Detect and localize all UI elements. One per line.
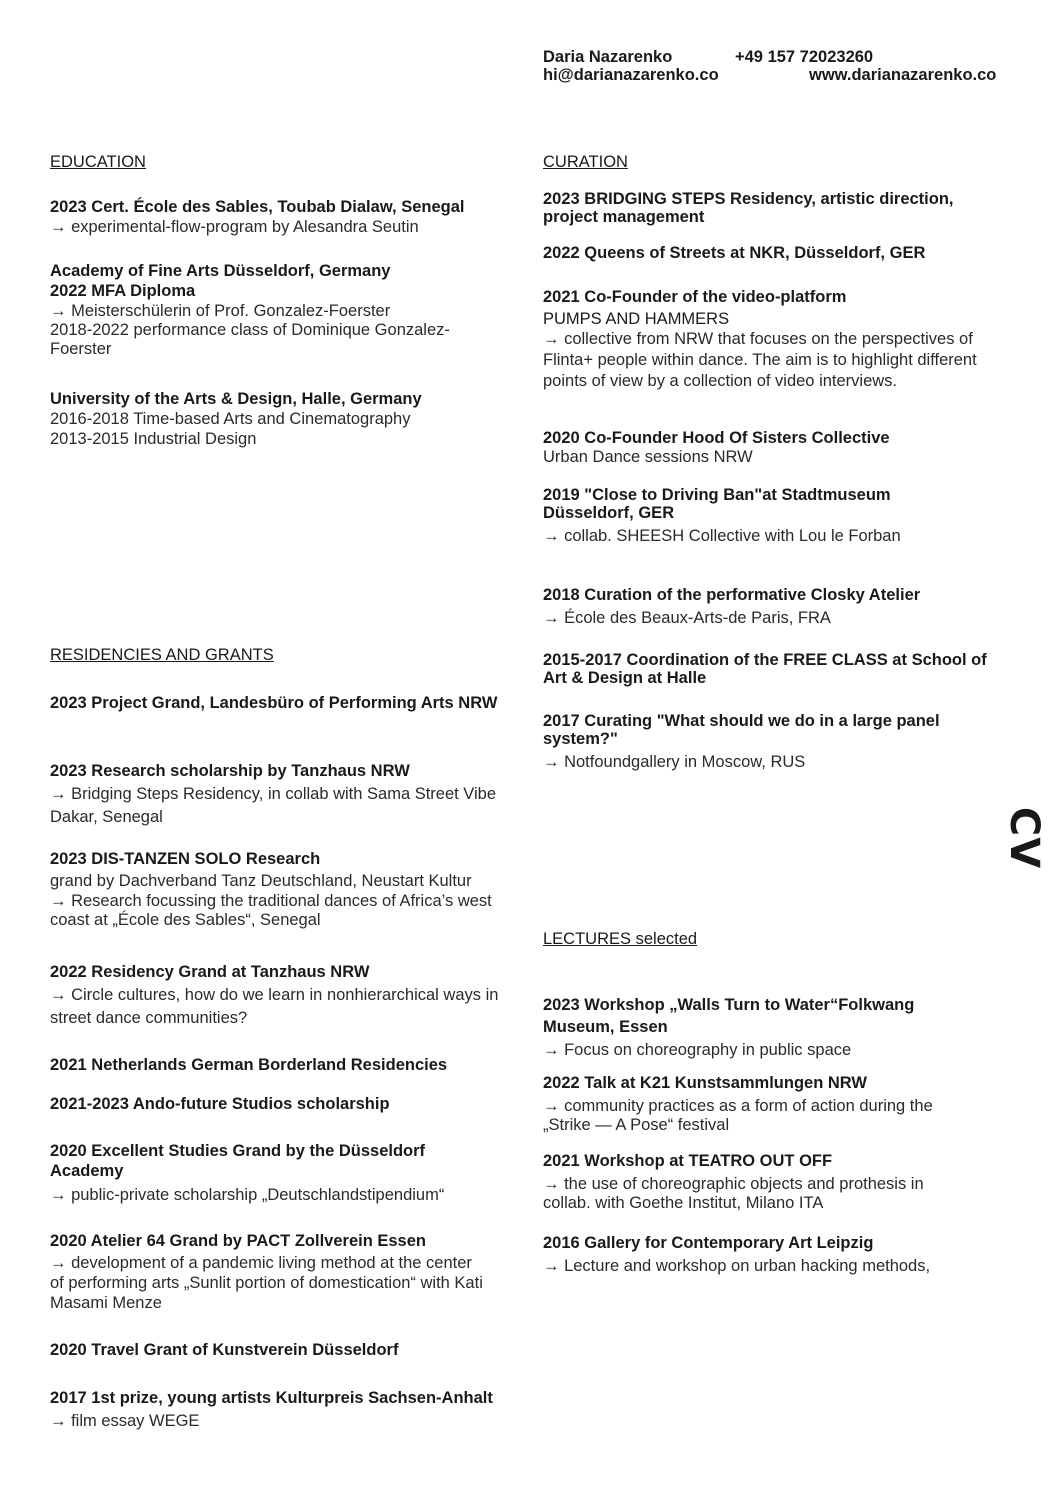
entry-detail: → Focus on choreography in public space	[543, 1041, 852, 1059]
header-name: Daria Nazarenko	[543, 48, 673, 66]
entry-detail: → Bridging Steps Residency, in collab with Sama Street Vibe Dakar, Senegal	[50, 785, 497, 826]
residency-entry	[50, 692, 510, 715]
entry-title: 2020 Travel Grant of Kunstverein Düsseldorf	[50, 1341, 399, 1359]
entry-detail: → Meisterschülerin of Prof. Gonzalez-Foerster	[50, 302, 391, 320]
curation-heading: CURATION	[543, 153, 628, 171]
residency-entry	[50, 1387, 520, 1433]
curation-entry	[543, 243, 1013, 263]
curation-entry	[543, 486, 983, 545]
entry-detail: 2018-2022 performance class of Dominique Gonzalez-Foerster	[50, 321, 450, 358]
residency-entry	[50, 848, 520, 930]
entry-title: 2017 1st prize, young artists Kulturpreis Sachsen-Anhalt	[50, 1389, 493, 1407]
curation-entry	[543, 285, 1008, 392]
curation-entry	[543, 651, 1003, 687]
residency-entry	[50, 760, 520, 829]
entry-title: 2021 Netherlands German Borderland Residencies	[50, 1056, 448, 1074]
entry-title: 2021-2023 Ando-future Studios scholarship	[50, 1095, 390, 1113]
entry-detail: → film essay WEGE	[50, 1412, 200, 1430]
entry-title: 2023 Workshop „Walls Turn to Water“Folkwang Museum, Essen	[543, 996, 915, 1036]
entry-detail: → the use of choreographic objects and prothesis in collab. with Goethe Institut, Milano ITA	[543, 1175, 924, 1212]
entry-title: 2023 Research scholarship by Tanzhaus NRW	[50, 762, 410, 780]
entry-title: 2015-2017 Coordination of the FREE CLASS at School of Art & Design at Halle	[543, 651, 987, 687]
entry-detail: → Lecture and workshop on urban hacking methods,	[543, 1257, 931, 1275]
entry-detail: → collective from NRW that focuses on the perspectives of Flinta+ people within dance. The aim is to highlight different points of view by a collection of video interviews.	[543, 330, 977, 390]
entry-subtitle: PUMPS AND HAMMERS	[543, 310, 730, 328]
entry-title: 2023 DIS-TANZEN SOLO Research	[50, 850, 321, 868]
entry-detail: → Circle cultures, how do we learn in nonhierarchical ways in street dance communities?	[50, 986, 499, 1027]
curation-entry	[543, 584, 1013, 630]
curation-entry	[543, 712, 983, 771]
entry-detail: → Notfoundgallery in Moscow, RUS	[543, 753, 806, 771]
entry-title: 2018 Curation of the performative Closky Atelier	[543, 586, 921, 604]
entry-title: 2021 Co-Founder of the video-platform	[543, 288, 847, 306]
residency-entry	[50, 961, 520, 1030]
residency-entry	[50, 1141, 490, 1205]
lectures-heading: LECTURES selected	[543, 930, 698, 948]
education-entry	[50, 197, 520, 237]
entry-detail: → Research focussing the traditional dances of Africa’s west coast at „École des Sables“, Senegal	[50, 892, 492, 929]
entry-title: 2020 Excellent Studies Grand by the Düsseldorf Academy	[50, 1142, 426, 1180]
header-phone: +49 157 72023260	[735, 48, 874, 66]
entry-title: 2023 Cert. École des Sables, Toubab Dialaw, Senegal	[50, 198, 465, 216]
cv-side-label: CV	[1001, 806, 1047, 870]
curation-entry	[543, 429, 1013, 467]
entry-detail: → community practices as a form of action during the „Strike — A Pose“ festival	[543, 1097, 933, 1134]
entry-detail: → public-private scholarship „Deutschlandstipendium“	[50, 1186, 445, 1204]
curation-entry	[543, 190, 983, 226]
education-entry	[50, 261, 490, 359]
entry-title: 2022 Residency Grand at Tanzhaus NRW	[50, 963, 370, 981]
header-email: hi@darianazarenko.co	[543, 66, 719, 84]
entry-detail: 2016-2018 Time-based Arts and Cinematography	[50, 410, 411, 428]
entry-detail: grand by Dachverband Tanz Deutschland, Neustart Kultur	[50, 872, 472, 890]
residency-entry	[50, 1055, 520, 1075]
entry-detail: Urban Dance sessions NRW	[543, 448, 753, 466]
residency-entry	[50, 1340, 520, 1360]
entry-title: 2021 Workshop at TEATRO OUT OFF	[543, 1152, 833, 1170]
entry-title: 2020 Co-Founder Hood Of Sisters Collective	[543, 429, 890, 447]
lecture-entry	[543, 1074, 983, 1135]
entry-detail: → development of a pandemic living method at the center of performing arts „Sunlit portion of domestication“ with Kati Masami Menze	[50, 1254, 483, 1312]
entry-subtitle: 2022 MFA Diploma	[50, 282, 196, 300]
entry-detail: 2013-2015 Industrial Design	[50, 430, 257, 448]
education-heading: EDUCATION	[50, 153, 146, 171]
header-website: www.darianazarenko.co	[809, 66, 997, 84]
entry-title: University of the Arts & Design, Halle, Germany	[50, 390, 422, 408]
entry-title: 2019 "Close to Driving Ban"at Stadtmuseum Düsseldorf, GER	[543, 486, 891, 522]
entry-title: 2020 Atelier 64 Grand by PACT Zollverein Essen	[50, 1232, 426, 1250]
entry-title: 2017 Curating "What should we do in a large panel system?"	[543, 712, 940, 748]
entry-detail: → experimental-flow-program by Alesandra Seutin	[50, 218, 419, 236]
entry-title: 2023 Project Grand, Landesbüro of Performing Arts NRW	[50, 694, 498, 712]
residencies-heading: RESIDENCIES AND GRANTS	[50, 646, 274, 664]
entry-detail: → collab. SHEESH Collective with Lou le Forban	[543, 527, 901, 545]
residency-entry	[50, 1094, 520, 1114]
entry-title: 2023 BRIDGING STEPS Residency, artistic direction, project management	[543, 190, 954, 226]
entry-detail: → École des Beaux-Arts-de Paris, FRA	[543, 609, 831, 627]
lecture-entry	[543, 1234, 1013, 1276]
education-entry	[50, 389, 520, 449]
lecture-entry	[543, 1152, 973, 1213]
entry-title: 2022 Talk at K21 Kunstsammlungen NRW	[543, 1074, 867, 1092]
residency-entry	[50, 1231, 490, 1313]
entry-title: Academy of Fine Arts Düsseldorf, Germany	[50, 262, 391, 280]
entry-title: 2022 Queens of Streets at NKR, Düsseldorf, GER	[543, 244, 926, 262]
lecture-entry	[543, 994, 973, 1061]
entry-title: 2016 Gallery for Contemporary Art Leipzig	[543, 1234, 874, 1252]
